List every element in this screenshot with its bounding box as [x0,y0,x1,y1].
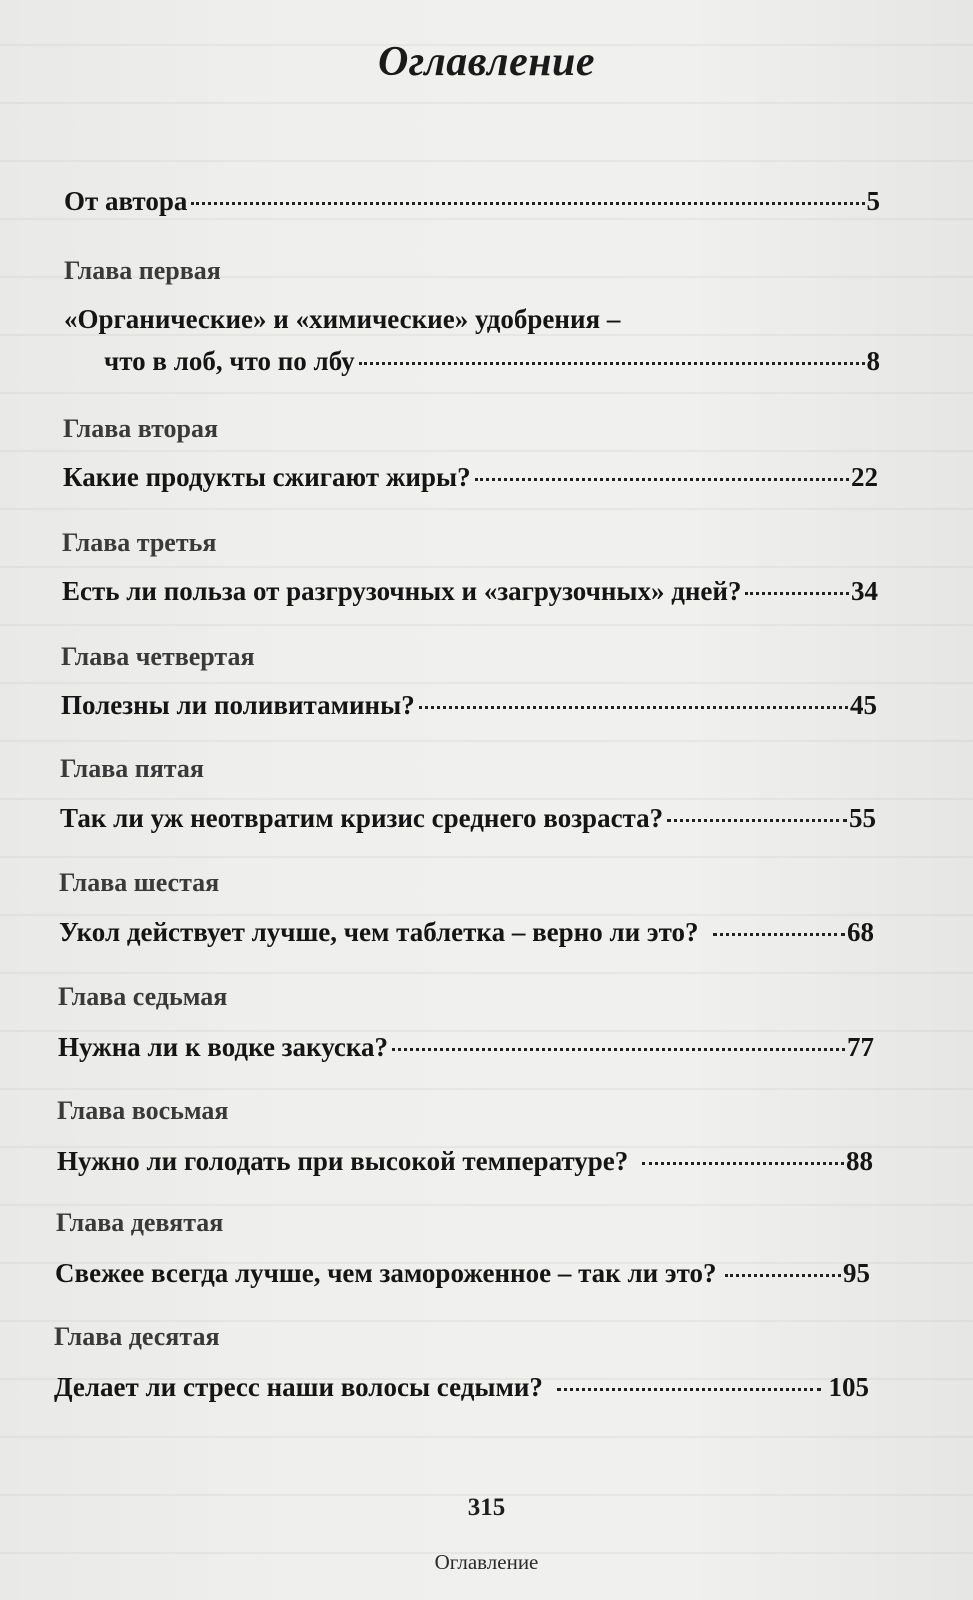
leader-dots [359,362,865,365]
leader-dots [557,1388,821,1391]
toc-entry-page: 8 [866,346,880,376]
toc-entry [64,186,880,217]
toc-entry [61,690,877,721]
leader-dots [642,1162,844,1165]
leader-dots [191,202,864,205]
toc-entry-page: 68 [847,917,874,947]
chapter-heading: Глава седьмая [58,982,228,1011]
toc-entry-title: что в лоб, что по лбу [104,346,355,376]
toc-entry-page: 34 [851,576,878,606]
leader-dots [392,1048,845,1051]
toc-entry-page: 45 [850,690,877,720]
toc-entry-title: Нужно ли голодать при высокой температуре? [57,1146,629,1176]
toc-entry-title: Укол действует лучше, чем таблетка – верно ли это? [59,917,699,947]
chapter-heading: Глава первая [64,256,221,285]
toc-entry-page: 5 [866,186,880,216]
chapter-heading: Глава третья [62,528,217,557]
toc-entry-title: Есть ли польза от разгрузочных и «загрузочных» дней? [62,576,742,606]
toc-entry [58,1032,874,1063]
chapter-heading: Глава девятая [56,1208,224,1237]
toc-entry [60,803,876,834]
leader-dots [745,592,849,595]
leader-dots [475,478,849,481]
chapter-heading: Глава вторая [63,414,219,443]
toc-entry [59,917,874,948]
toc-entry-title: Нужна ли к водке закуска? [58,1032,389,1062]
toc-entry-title: Свежее всегда лучше, чем замороженное – так ли это? [55,1258,717,1288]
toc-entry-page: 77 [847,1032,874,1062]
toc-entry [62,576,878,607]
chapter-heading: Глава пятая [60,754,204,783]
toc-entry-title: Так ли уж неотвратим кризис среднего возраста? [60,803,664,833]
toc-entry [55,1258,870,1289]
toc-entry-page: 22 [851,462,878,492]
toc-entry-page: 95 [843,1258,870,1288]
chapter-heading: Глава четвертая [61,642,255,671]
toc-entry [57,1146,873,1177]
leader-dots [419,706,848,709]
page-title: Оглавление [377,39,596,85]
chapter-heading: Глава шестая [59,868,220,897]
toc-entry-title: От автора [64,186,188,216]
toc-entry-title: Полезны ли поливитамины? [61,690,415,720]
toc-entry [104,346,880,377]
leader-dots [725,1274,842,1277]
toc-entry-title-line1: «Органические» и «химические» удобрения – [64,304,621,334]
toc-entry-page: 105 [828,1372,869,1402]
chapter-heading: Глава восьмая [57,1096,229,1125]
toc-entry-title: Делает ли стресс наши волосы седыми? [54,1372,543,1402]
toc-entry-page: 55 [849,803,876,833]
running-title: Оглавление [434,1550,539,1574]
chapter-heading: Глава десятая [54,1322,220,1351]
toc-entry [54,1372,869,1403]
leader-dots [667,819,847,822]
toc-entry-title: Какие продукты сжигают жиры? [63,462,471,492]
page-number: 315 [467,1494,506,1521]
toc-entry [63,462,878,493]
toc-entry-page: 88 [846,1146,873,1176]
leader-dots [713,933,846,936]
